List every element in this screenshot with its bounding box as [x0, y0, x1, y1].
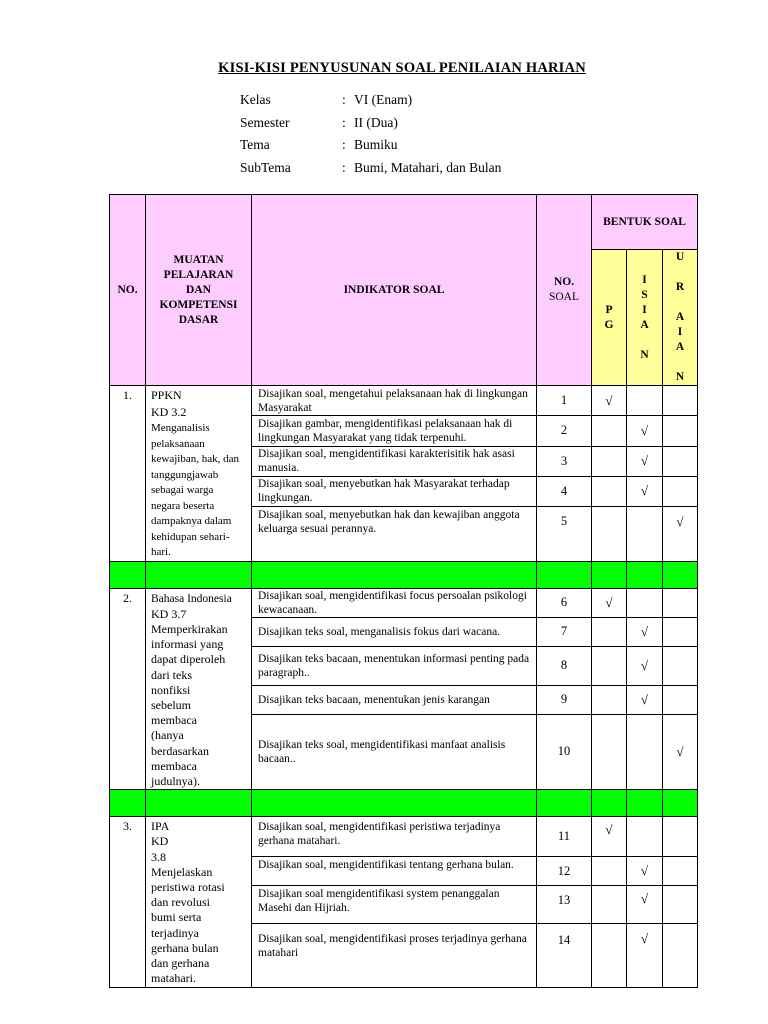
info-row-subtema	[240, 157, 501, 180]
separator-cell	[252, 561, 537, 588]
muatan-line: informasi yang	[151, 637, 224, 652]
muatan-line: negara beserta	[151, 499, 215, 512]
header-muatan-line: PELAJARAN	[163, 268, 234, 281]
section-muatan	[146, 386, 252, 562]
check-pg	[592, 886, 627, 924]
muatan-line: dan gerhana	[151, 955, 210, 970]
header-pg-letter: G	[604, 318, 614, 331]
header-uraian	[663, 250, 698, 386]
check-isian	[627, 817, 663, 857]
muatan-line: bumi serta	[151, 910, 202, 925]
muatan-line: membaca	[151, 713, 197, 728]
question-number: 12	[537, 857, 592, 886]
question-number: 1	[537, 386, 592, 416]
check-isian: √	[627, 618, 663, 647]
muatan-line: dampaknya dalam	[151, 515, 232, 527]
header-indikator: INDIKATOR SOAL	[252, 195, 537, 386]
check-pg	[592, 857, 627, 886]
check-pg: √	[592, 588, 627, 618]
separator-cell	[537, 561, 592, 588]
check-isian: √	[627, 646, 663, 686]
separator-cell	[146, 561, 252, 588]
header-muatan-line: KOMPETENSI	[159, 298, 238, 311]
separator-cell	[537, 790, 592, 817]
header-uraian-letter: R	[675, 281, 685, 293]
header-muatan	[146, 195, 252, 386]
check-isian: √	[627, 857, 663, 886]
check-isian: √	[627, 924, 663, 988]
check-isian: √	[627, 886, 663, 924]
header-uraian-letter: N	[675, 371, 685, 383]
header-muatan-line: DASAR	[178, 313, 219, 326]
question-number: 13	[537, 886, 592, 924]
check-uraian	[663, 686, 698, 715]
muatan-line: membaca	[151, 758, 197, 773]
question-number: 6	[537, 588, 592, 618]
info-block	[240, 89, 501, 179]
separator-cell	[663, 561, 698, 588]
info-label: Semester	[240, 114, 290, 130]
separator-cell	[110, 790, 146, 817]
info-value: VI (Enam)	[354, 92, 413, 107]
check-uraian	[663, 386, 698, 416]
info-row-semester	[240, 112, 501, 135]
check-pg	[592, 646, 627, 686]
muatan-line: nonfiksi	[151, 682, 191, 697]
check-pg: √	[592, 817, 627, 857]
question-number: 10	[537, 714, 592, 789]
muatan-line: tanggungjawab	[151, 468, 219, 481]
question-number: 8	[537, 646, 592, 686]
check-pg	[592, 714, 627, 789]
check-pg	[592, 686, 627, 715]
muatan-line: peristiwa rotasi	[151, 879, 225, 894]
section-no: 2.	[110, 588, 146, 790]
section-separator	[110, 790, 698, 817]
header-no-soal	[537, 195, 592, 386]
check-pg: √	[592, 386, 627, 416]
info-value: II (Dua)	[354, 114, 398, 130]
header-isian-letter: S	[641, 288, 648, 301]
check-uraian	[663, 416, 698, 446]
indicator: Disajikan soal, mengidentifikasi focus persoalan psikologi kewacanaan.	[252, 588, 537, 618]
header-no: NO.	[110, 195, 146, 386]
indicator: Disajikan soal, mengetahui pelaksanaan hak di lingkungan Masyarakat	[252, 386, 537, 416]
info-colon: :	[342, 92, 346, 107]
indicator: Disajikan teks bacaan, menentukan jenis karangan	[252, 686, 537, 715]
section-no: 3.	[110, 817, 146, 988]
section-muatan	[146, 817, 252, 988]
header-bentuk-soal: BENTUK SOAL	[592, 195, 698, 250]
check-uraian	[663, 476, 698, 506]
info-value: Bumi, Matahari, dan Bulan	[354, 159, 502, 175]
table-row	[110, 588, 698, 618]
separator-cell	[252, 790, 537, 817]
indicator: Disajikan gambar, mengidentifikasi pelaksanaan hak di lingkungan Masyarakat yang tidak terpenuhi.	[252, 416, 537, 446]
info-label: SubTema	[240, 159, 291, 175]
header-no-soal-line: SOAL	[548, 291, 580, 303]
indicator: Disajikan teks soal, mengidentifikasi manfaat analisis bacaan..	[252, 714, 537, 789]
question-number: 7	[537, 618, 592, 647]
check-isian: √	[627, 446, 663, 476]
muatan-line: matahari.	[151, 971, 196, 986]
check-isian: √	[627, 686, 663, 715]
header-muatan-line: DAN	[186, 283, 211, 296]
muatan-line: IPA	[151, 819, 170, 834]
separator-cell	[627, 561, 663, 588]
check-uraian: √	[663, 507, 698, 561]
question-number: 11	[537, 817, 592, 857]
header-isian-letter: I	[642, 303, 647, 316]
header-uraian-letter: A	[675, 341, 685, 353]
header-isian-letter: I	[642, 273, 647, 286]
header-pg	[592, 250, 627, 386]
muatan-line: 3.8	[151, 849, 166, 864]
separator-cell	[146, 790, 252, 817]
muatan-line: Menjelaskan	[151, 864, 213, 879]
question-number: 9	[537, 686, 592, 715]
header-pg-letter: P	[605, 303, 613, 316]
header-uraian-letter: A	[675, 311, 685, 323]
muatan-line: KD 3.7	[151, 606, 187, 621]
check-pg	[592, 507, 627, 561]
info-colon: :	[342, 159, 346, 175]
check-pg	[592, 446, 627, 476]
check-uraian: √	[663, 714, 698, 789]
check-uraian	[663, 857, 698, 886]
section-muatan	[146, 588, 252, 790]
indicator: Disajikan soal, menyebutkan hak Masyarakat terhadap lingkungan.	[252, 476, 537, 506]
check-pg	[592, 618, 627, 647]
muatan-line: KD 3.2	[151, 404, 187, 419]
table-row	[110, 386, 698, 416]
muatan-line: kehidupan sehari-	[151, 530, 230, 543]
check-uraian	[663, 886, 698, 924]
muatan-line: Memperkirakan	[151, 621, 228, 636]
info-value: Bumiku	[354, 137, 398, 152]
muatan-line: Bahasa Indonesia	[151, 592, 232, 605]
question-number: 5	[537, 507, 592, 561]
info-row-kelas	[240, 89, 501, 112]
check-pg	[592, 416, 627, 446]
muatan-line: berdasarkan	[151, 743, 209, 758]
indicator: Disajikan teks bacaan, menentukan informasi penting pada paragraph..	[252, 646, 537, 686]
indicator: Disajikan soal, mengidentifikasi peristiwa terjadinya gerhana matahari.	[252, 817, 537, 857]
check-uraian	[663, 817, 698, 857]
muatan-line: dan revolusi	[151, 895, 210, 910]
info-colon: :	[342, 114, 346, 130]
muatan-line: gerhana bulan	[151, 940, 219, 955]
check-isian	[627, 507, 663, 561]
indicator: Disajikan soal, mengidentifikasi proses terjadinya gerhana matahari	[252, 924, 537, 988]
info-colon: :	[342, 137, 346, 152]
separator-cell	[627, 790, 663, 817]
muatan-line: kewajiban, hak, dan	[151, 453, 239, 465]
check-uraian	[663, 446, 698, 476]
check-isian: √	[627, 476, 663, 506]
muatan-line: (hanya	[151, 728, 184, 743]
section-separator	[110, 561, 698, 588]
indicator: Disajikan soal, mengidentifikasi tentang gerhana bulan.	[252, 857, 537, 886]
header-uraian-letter: I	[677, 326, 683, 338]
header-isian	[627, 250, 663, 386]
separator-cell	[592, 561, 627, 588]
muatan-line: sebelum	[151, 697, 191, 712]
table-row	[110, 817, 698, 857]
muatan-line: hari.	[151, 546, 171, 558]
indicator: Disajikan soal, mengidentifikasi karakterisitik hak asasi manusia.	[252, 446, 537, 476]
question-number: 3	[537, 446, 592, 476]
muatan-line: PPKN	[151, 388, 182, 402]
header-isian-letter: A	[640, 318, 649, 331]
check-pg	[592, 924, 627, 988]
muatan-line: pelaksanaan	[151, 437, 205, 450]
header-uraian-letter: U	[675, 251, 685, 263]
indicator: Disajikan soal mengidentifikasi system penanggalan Masehi dan Hijriah.	[252, 886, 537, 924]
separator-cell	[592, 790, 627, 817]
muatan-line: Menganalisis	[151, 422, 210, 434]
muatan-line: sebagai warga	[151, 484, 214, 496]
section-no: 1.	[110, 386, 146, 562]
check-uraian	[663, 588, 698, 618]
question-number: 4	[537, 476, 592, 506]
check-pg	[592, 476, 627, 506]
kisi-kisi-table	[109, 194, 698, 988]
check-isian	[627, 386, 663, 416]
muatan-line: dapat diperoleh	[151, 652, 226, 667]
separator-cell	[110, 561, 146, 588]
check-uraian	[663, 618, 698, 647]
question-number: 14	[537, 924, 592, 988]
page-title: KISI-KISI PENYUSUNAN SOAL PENILAIAN HARIAN	[218, 60, 586, 76]
header-no-soal-line: NO.	[553, 276, 575, 288]
header-muatan-line: MUATAN	[173, 253, 224, 266]
indicator: Disajikan soal, menyebutkan hak dan kewajiban anggota keluarga sesuai perannya.	[252, 507, 537, 561]
muatan-line: terjadinya	[151, 925, 199, 940]
info-label: Tema	[240, 137, 270, 152]
info-row-tema	[240, 134, 501, 157]
check-isian	[627, 714, 663, 789]
indicator: Disajikan teks soal, menganalisis fokus dari wacana.	[252, 618, 537, 647]
muatan-line: judulnya).	[151, 773, 200, 788]
info-label: Kelas	[240, 92, 271, 107]
check-uraian	[663, 924, 698, 988]
check-uraian	[663, 646, 698, 686]
check-isian	[627, 588, 663, 618]
muatan-line: KD	[151, 834, 169, 849]
check-isian: √	[627, 416, 663, 446]
separator-cell	[663, 790, 698, 817]
header-isian-letter: N	[640, 348, 649, 361]
question-number: 2	[537, 416, 592, 446]
muatan-line: dari teks	[151, 667, 192, 682]
